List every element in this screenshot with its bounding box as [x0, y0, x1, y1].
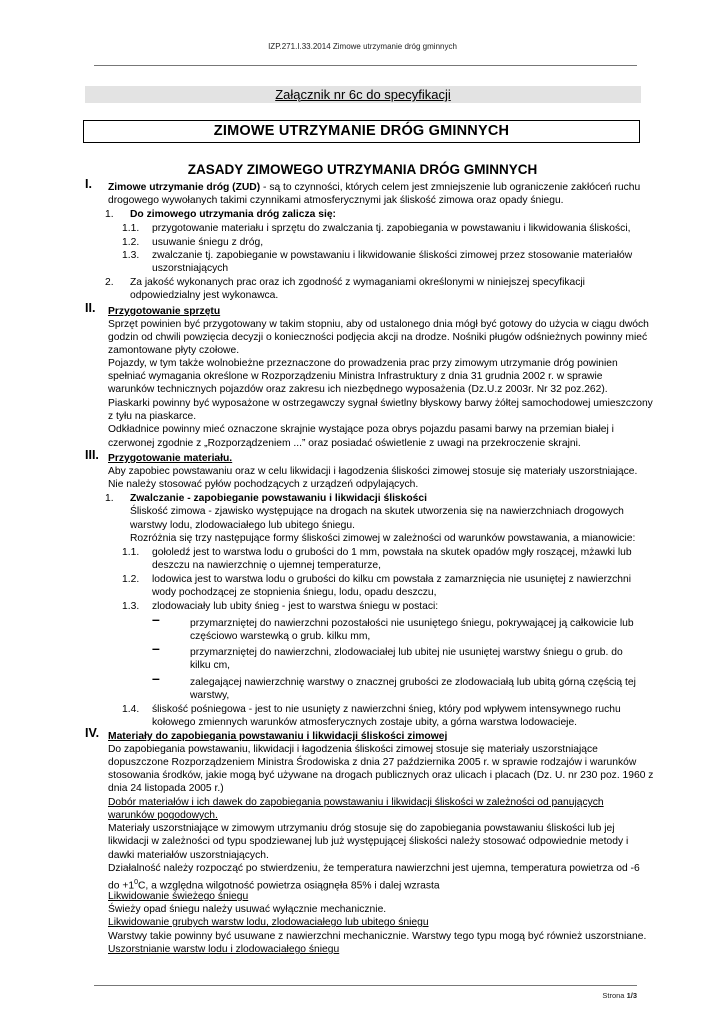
item-text: Śliskość zimowa - zjawisko występujące na drogach na skutek utworzenia się na nawierzchniach drogowych: [130, 506, 624, 517]
item-text: Za jakość wykonanych prac oraz ich zgodność z wymaganiami określonymi w niniejszej specyfikacji: [130, 277, 585, 288]
section-4-title: Materiały do zapobiegania powstawaniu i likwidacji śliskości zimowej: [108, 731, 448, 742]
paragraph-line: likwidacji w zależności od typu spodziewanej lub już występującej śliskości należy stosować odpowiednie metody i: [108, 836, 629, 847]
subitem-number: 1.2.: [122, 574, 140, 585]
bullet-text: warstwy,: [190, 690, 230, 701]
underlined-heading: Uszorstnianie warstw lodu i zlodowaciałego śniegu: [108, 944, 340, 955]
bullet-text: kilku cm,: [190, 660, 231, 671]
item-text: odpowiedzialny jest wykonawca.: [130, 290, 279, 301]
subitem-text: śliskość pośniegowa - jest to nie usunięty z nawierzchni śnieg, który pod wpływem intensywnego ruchu: [152, 704, 621, 715]
bullet-text: częściowo warstewką o grub. kilku mm,: [190, 631, 371, 642]
zud-term: Zimowe utrzymanie dróg (ZUD): [108, 182, 261, 193]
underlined-heading: warunków pogodowych.: [108, 810, 218, 821]
section-heading: ZASADY ZIMOWEGO UTRZYMANIA DRÓG GMINNYCH: [187, 162, 538, 177]
subitem-text: wody pochodzącej ze stopnienia śniegu, lodu, opadu deszczu,: [152, 587, 437, 598]
item-number: 1.: [105, 493, 114, 504]
dash-bullet: –: [152, 640, 160, 656]
subitem-number: 1.1.: [122, 223, 140, 234]
paragraph-line: Aby zapobiec powstawaniu oraz w celu likwidacji i łagodzenia śliskości zimowej stosuje się materiały uszorstniające.: [108, 466, 638, 477]
item-text: warstwy lodu, zlodowaciałego lub ubitego śniegu.: [130, 520, 355, 531]
section-4-number: IV.: [85, 726, 100, 740]
section-2-title: Przygotowanie sprzętu: [108, 306, 221, 317]
paragraph-line: spełniać wymagania określone w Rozporządzeniu Ministra Infrastruktury z dnia 31 grudnia 2002 r. w sprawie: [108, 371, 603, 382]
zud-definition: - są to czynności, których celem jest zmniejszenie lub ograniczenie zakłóceń ruchu: [260, 182, 641, 193]
paragraph-line: dopuszczone Rozporządzeniem Ministra Środowiska z dnia 27 października 2005 r. w sprawie rodzajów i warunków: [108, 757, 637, 768]
annex-label: [85, 86, 641, 103]
subitem-text: zlodowaciały lub ubity śnieg - jest to warstwa śniegu w postaci:: [152, 601, 439, 612]
page-count: 1/3: [626, 991, 637, 1000]
paragraph-line: Piaskarki powinny być wyposażone w ostrzegawczy sygnał świetlny błyskowy barwy żółtej samochodowej umieszczony: [108, 398, 653, 409]
annex-label-text: Załącznik nr 6c do specyfikacji: [275, 87, 451, 102]
section-3-title: Przygotowanie materiału.: [108, 453, 233, 464]
bullet-text: przymarzniętej do nawierzchni, zlodowaciałej lub ubitej nie usuniętej warstwy śniegu o grub. do: [190, 647, 623, 658]
temperature-text: do +1: [108, 880, 135, 892]
subitem-number: 1.4.: [122, 704, 140, 715]
underlined-heading: Likwidowanie grubych warstw lodu, zlodowaciałego lub ubitego śniegu: [108, 917, 429, 928]
paragraph-line: Pojazdy, w tym także wolnobieżne przeznaczone do prowadzenia prac przy zimowym utrzymanie dróg powinien: [108, 358, 618, 369]
paragraph-line: Sprzęt powinien być przygotowany w takim stopniu, aby od ustalonego dnia mógł być gotowy do użycia w ciągu dwóch: [108, 319, 649, 330]
paragraph-line: dawki materiałów uszorstniających.: [108, 850, 269, 861]
dash-bullet: –: [152, 670, 160, 686]
item-text: Rozróżnia się trzy następujące formy śliskości zimowej w zależności od warunków powstawania, a mianowicie:: [130, 533, 636, 544]
subitem-text: usuwanie śniegu z dróg,: [152, 237, 264, 248]
subitem-text: gołoledź jest to warstwa lodu o grubości do 1 mm, powstała na skutek opadów mgły roszącej, mżawki lub: [152, 547, 632, 558]
paragraph-line: godzin od chwili powzięcia decyzji o konieczności podjęcia akcji na drodze. Nośniki pługów odśnieżnych powinny mieć: [108, 332, 648, 343]
underlined-heading: Dobór materiałów i ich dawek do zapobiegania powstawaniu i likwidacji śliskości w zależności od panujących: [108, 797, 604, 808]
paragraph-line: Do zapobiegania powstawaniu, likwidacji i łagodzenia śliskości zimowej stosuje się materiały uszorstniające: [108, 744, 598, 755]
item-number: 1.: [105, 209, 114, 220]
paragraph-line: warunków technicznych pojazdów oraz zakresu ich niezbędnego wyposażenia (Dz.U.z 2003r. Nr 32 poz.262).: [108, 384, 608, 395]
subitem-text: uszorstniających: [152, 263, 229, 274]
underlined-heading: Likwidowanie świeżego śniegu: [108, 891, 249, 902]
item-title: Do zimowego utrzymania dróg zalicza się:: [130, 209, 336, 220]
bullet-text: zalegającej nawierzchnię warstwy o znacznej grubości ze zlodowaciałą lub ubitą górną częścią tej: [190, 677, 636, 688]
paragraph-line: stosowania środków, jakie mogą być używane na drogach publicznych oraz ulicach i placach (Dz. U. nr 230 poz. 1960 z: [108, 770, 654, 781]
humidity-text: C, a względna wilgotność powietrza osiągnęła 85% i dalej wzrasta: [137, 880, 440, 892]
subitem-text: lodowica jest to warstwa lodu o grubości do kilku cm powstała z zamarznięcia nie usuniętej z nawierzchni: [152, 574, 632, 585]
subitem-number: 1.1.: [122, 547, 140, 558]
section-1-line: drogowego wywołanych takimi czynnikami atmosferycznymi jak śliskość zimowa oraz opady śniegu.: [108, 195, 564, 206]
paragraph-line: zamontowane płyty czołowe.: [108, 345, 240, 356]
subitem-number: 1.3.: [122, 250, 140, 261]
paragraph-line: Odkładnice powinny mieć oznaczone skrajnie wystające poza obrys pojazdu pasami barwy na przemian białej i: [108, 424, 614, 435]
header-rule: [94, 65, 637, 66]
paragraph-line: z tyłu na piaskarce.: [108, 411, 197, 422]
paragraph-line: Nie należy stosować pyłów pochodzących z urządzeń odpylających.: [108, 479, 419, 490]
section-3-number: III.: [85, 448, 99, 462]
page-label: Strona: [602, 991, 627, 1000]
paragraph-line: czerwonej zgodnie z „Rozporządzeniem ...” oraz posiadać oświetlenie z uwagi na przekroczenie skrajni.: [108, 438, 581, 449]
dash-bullet: –: [152, 611, 160, 627]
degree-superscript: 0: [134, 879, 138, 886]
item-number: 2.: [105, 277, 114, 288]
paragraph-line: Działalność należy rozpocząć po stwierdzeniu, że temperatura nawierzchni jest ujemna, temperatura powietrza od -6: [108, 863, 640, 874]
paragraph-line: Świeży opad śniegu należy usuwać wyłącznie mechanicznie.: [108, 904, 387, 915]
subitem-text: deszczu na nawierzchnię o ujemnej temperaturze,: [152, 560, 381, 571]
section-2-number: II.: [85, 301, 96, 315]
page-number: [520, 991, 637, 1000]
subitem-number: 1.3.: [122, 601, 140, 612]
section-1-line: [108, 181, 640, 194]
subitem-text: przygotowanie materiału i sprzętu do zwalczania tj. zapobiegania w powstawaniu i likwidowania śliskości,: [152, 223, 631, 234]
bullet-text: przymarzniętej do nawierzchni pozostałości nie usuniętego śniegu, pokrywającej ją całkowicie lub: [190, 618, 634, 629]
document-title: ZIMOWE UTRZYMANIE DRÓG GMINNYCH: [83, 120, 640, 143]
paragraph-line: Warstwy takie powinny być usuwane z nawierzchni mechanicznie. Warstwy tego typu mogą być również uszorstniane.: [108, 931, 647, 942]
section-1-number: I.: [85, 177, 92, 191]
running-header: IZP.271.I.33.2014 Zimowe utrzymanie dróg gminnych: [268, 42, 457, 51]
footer-rule: [94, 985, 637, 986]
subitem-text: zwalczanie tj. zapobieganie w powstawaniu i likwidowanie śliskości zimowej przez stosowanie materiałów: [152, 250, 633, 261]
paragraph-line: Materiały uszorstniające w zimowym utrzymaniu dróg stosuje się do zapobiegania powstawaniu śliskości lub jej: [108, 823, 615, 834]
paragraph-line: dnia 24 listopada 2005 r.): [108, 783, 224, 794]
item-title: Zwalczanie - zapobieganie powstawaniu i likwidacji śliskości: [130, 493, 427, 504]
subitem-text: kołowego zmiennych warunków atmosferycznych zostaje ubity, a górna warstwa lodowacieje.: [152, 717, 578, 728]
subitem-number: 1.2.: [122, 237, 140, 248]
